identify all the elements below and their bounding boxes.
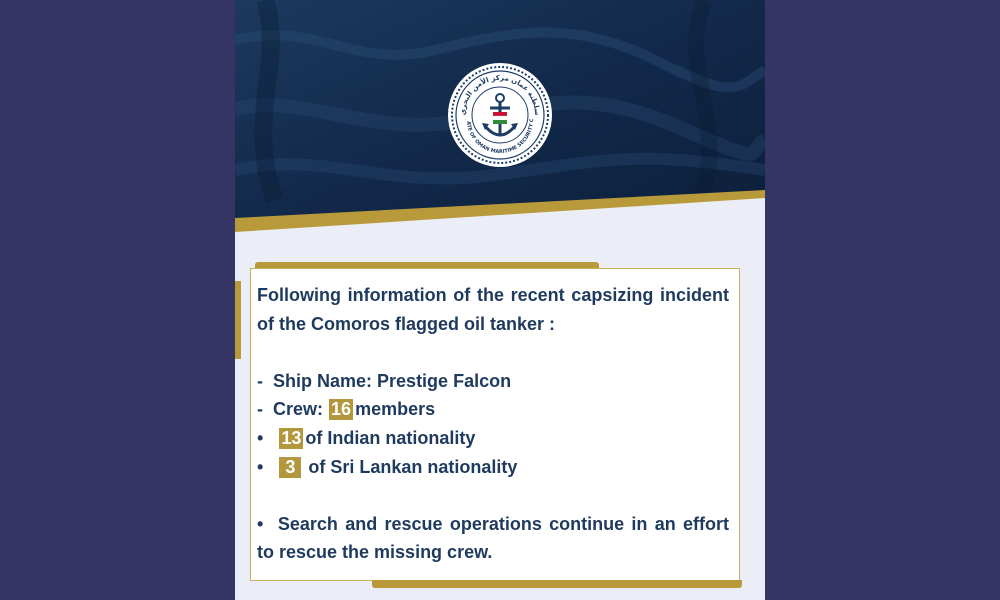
info-text — [257, 281, 729, 567]
crew-item — [257, 395, 729, 424]
maritime-security-centre-logo — [445, 60, 555, 170]
crew-suffix: members — [355, 399, 436, 420]
gold-side-accent — [235, 281, 241, 359]
intro-paragraph: Following information of the recent capsizing incident of the Comoros flagged oil tanker : — [257, 285, 729, 334]
nationality-item-indian — [257, 424, 729, 453]
svg-text:SULTANATE OF OMAN MARITIME SEC: ATE OF OMAN MARITIME SECURITY C — [464, 118, 536, 156]
dash-bullet: - — [257, 370, 263, 391]
srilankan-count-badge: 3 — [279, 457, 301, 478]
crew-label: Crew: — [273, 399, 324, 420]
dot-bullet: • — [257, 513, 264, 534]
indian-nationality-label: of Indian nationality — [305, 427, 476, 448]
anchor-emblem-icon — [445, 60, 555, 170]
ship-name-item — [257, 367, 729, 396]
news-poster — [235, 0, 765, 600]
closing-text: Search and rescue operations continue in an effort to rescue the missing crew. — [257, 513, 729, 563]
svg-text:سلطنة عمان مركز الأمن البحري: سلطنة عمان مركز الأمن البحري — [458, 73, 542, 116]
srilankan-nationality-label: of Sri Lankan nationality — [308, 456, 518, 477]
dash-bullet: - — [257, 399, 263, 420]
crew-count-badge: 16 — [331, 399, 352, 420]
ship-name-label: Ship Name: Prestige Falcon — [273, 370, 512, 391]
closing-paragraph — [257, 510, 729, 567]
gold-bottom-tab — [372, 580, 742, 588]
nationality-item-srilankan — [257, 453, 729, 482]
indian-count-badge: 13 — [281, 427, 302, 448]
dot-bullet: • — [257, 427, 264, 448]
dot-bullet: • — [257, 456, 264, 477]
